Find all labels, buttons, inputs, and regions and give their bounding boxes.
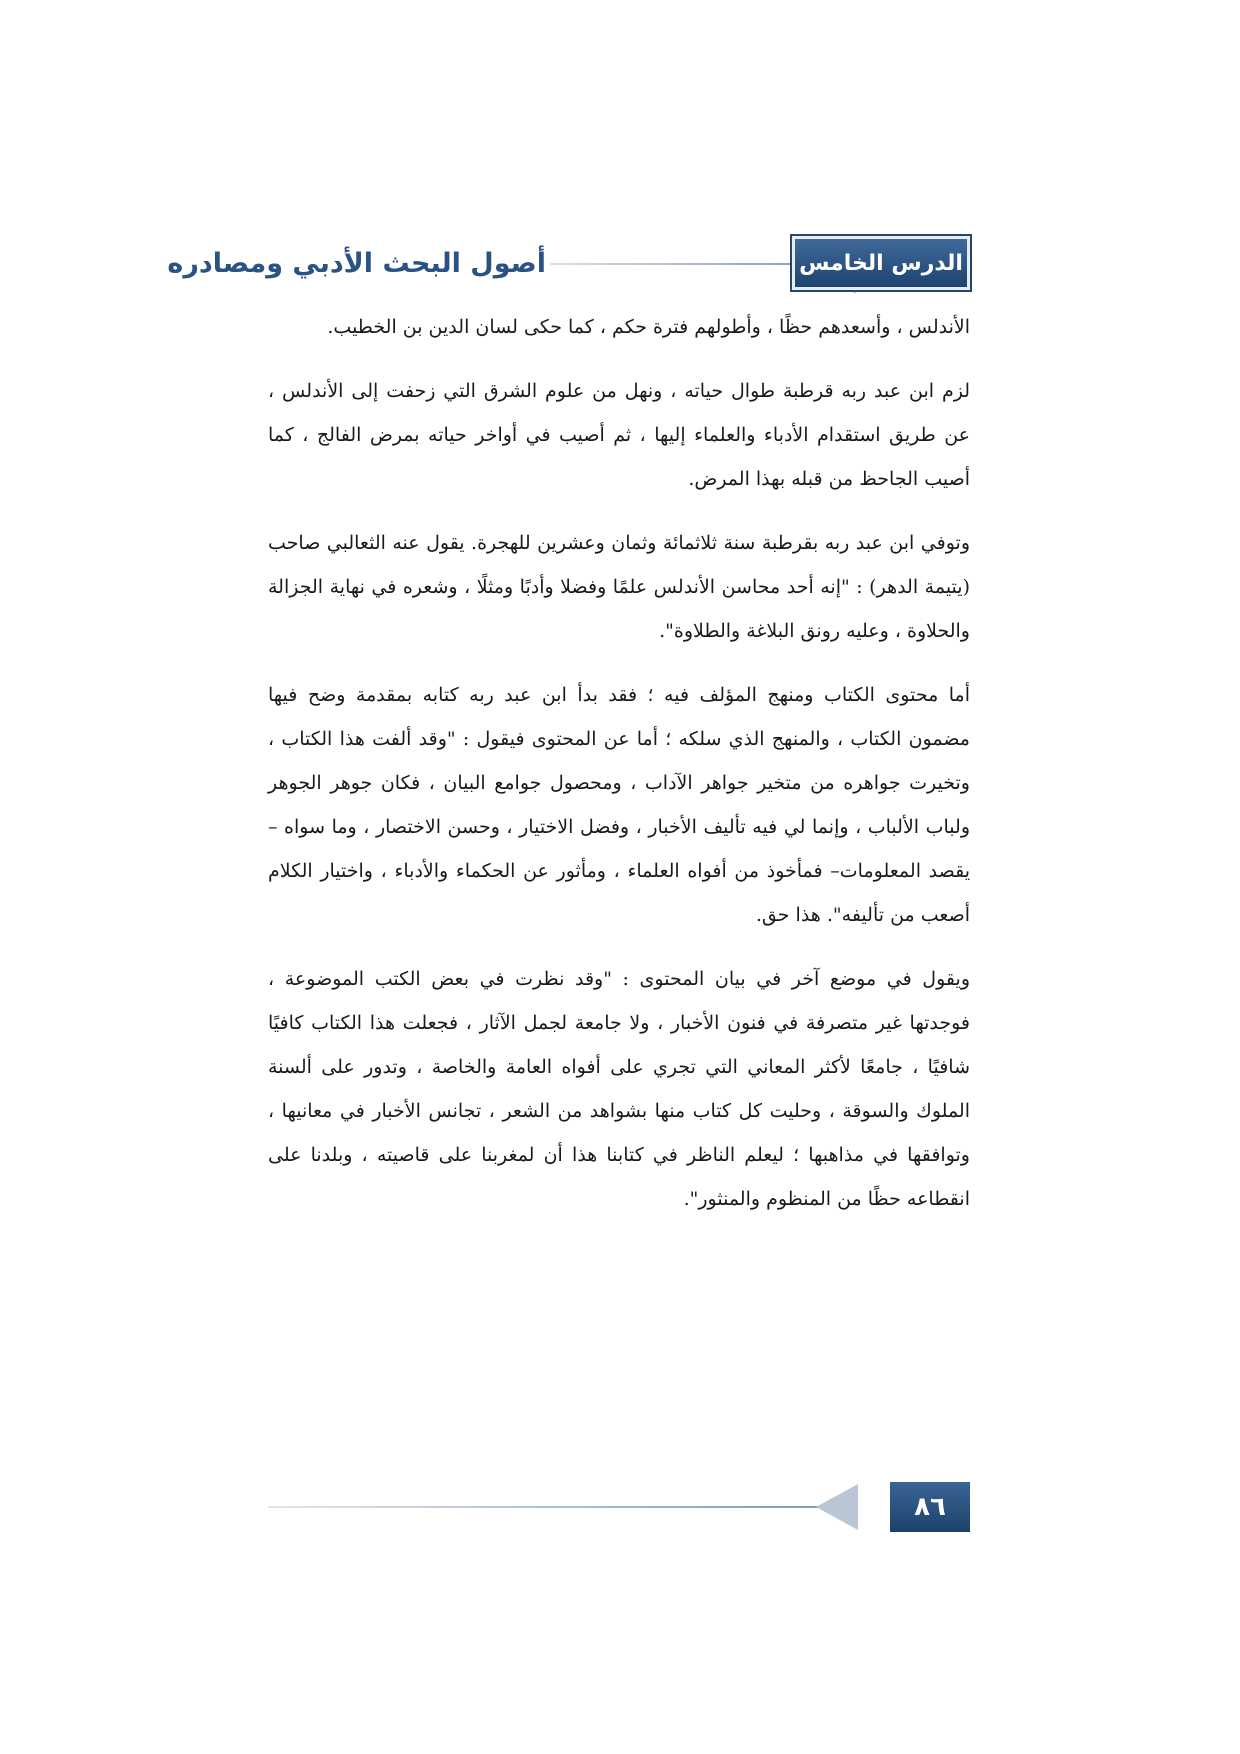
page-number: ٨٦ xyxy=(890,1482,970,1532)
footer-rule xyxy=(268,1506,838,1508)
page-header xyxy=(167,236,970,294)
paragraph: لزم ابن عبد ربه قرطبة طوال حياته ، ونهل من علوم الشرق التي زحفت إلى الأندلس ، عن طريق استقدام الأدباء والعلماء إليها ، ثم أصيب في أواخر حياته بمرض الفالج ، كما أصيب الجاحظ من قبله بهذا المرض. xyxy=(268,380,970,490)
paragraph: وتوفي ابن عبد ربه بقرطبة سنة ثلاثمائة وثمان وعشرين للهجرة. يقول عنه الثعالبي صاحب (يتيمة الدهر) : "إنه أحد محاسن الأندلس علمًا وفضلا وأدبًا ومثلًا ، وشعره في نهاية الجزالة والحلاوة ، وعليه رونق البلاغة والطلاوة". xyxy=(268,532,970,642)
paragraph: الأندلس ، وأسعدهم حظًا ، وأطولهم فترة حكم ، كما حكى لسان الدين بن الخطيب. xyxy=(327,316,970,338)
paragraph: أما محتوى الكتاب ومنهج المؤلف فيه ؛ فقد بدأ ابن عبد ربه كتابه بمقدمة وضح فيها مضمون الكتاب ، والمنهج الذي سلكه ؛ أما عن المحتوى فيقول : "وقد ألفت هذا الكتاب ، وتخيرت جواهره من متخير جواهر الآداب ، ومحصول جوامع البيان ، فكان جوهر الجوهر ولباب الألباب ، وإنما لي فيه تأليف الأخبار ، وفضل الاختيار ، وحسن الاختصار ، وما سواه –يقصد المعلومات– فمأخوذ من أفواه العلماء ، ومأثور عن الحكماء والأدباء ، واختيار الكلام أصعب من تأليفه". هذا حق. xyxy=(268,684,970,926)
book-title: أصول البحث الأدبي ومصادره xyxy=(167,248,546,279)
page-footer xyxy=(268,1482,970,1532)
paragraph: ويقول في موضع آخر في بيان المحتوى : "وقد نظرت في بعض الكتب الموضوعة ، فوجدتها غير متصرفة في فنون الأخبار ، ولا جامعة لجمل الآثار ، فجعلت هذا الكتاب كافيًا شافيًا ، جامعًا لأكثر المعاني التي تجري على أفواه العامة والخاصة ، وتدور على ألسنة الملوك والسوقة ، وحليت كل كتاب منها بشواهد من الشعر ، تجانس الأخبار في معانيها ، وتوافقها في مذاهبها ؛ ليعلم الناظر في كتابنا هذا أن لمغربنا على قاصيته ، وبلدنا على انقطاعه حظًا من المنظوم والمنثور". xyxy=(268,968,970,1210)
page-body xyxy=(268,305,970,1241)
footer-wedge-decoration xyxy=(816,1484,858,1530)
lesson-label: الدرس الخامس xyxy=(792,236,970,290)
